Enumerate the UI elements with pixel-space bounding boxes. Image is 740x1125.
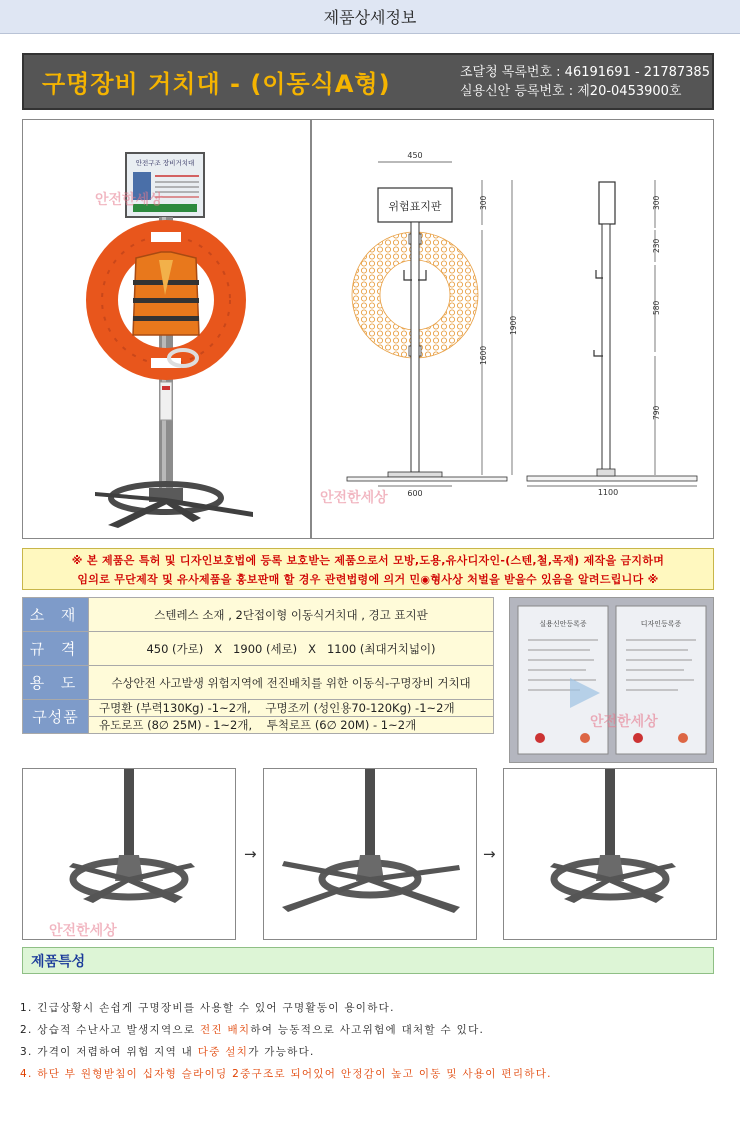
warning-line-1: ※ 본 제품은 특허 및 디자인보호법에 등록 보호받는 제품으로서 모방,도용,유사디자인-(스텐,철,목재) 제작을 금지하며 <box>71 554 665 567</box>
dim-side-low: 790 <box>652 405 661 420</box>
base-unfolded-illustration <box>504 769 716 939</box>
base-unfolding-illustration <box>264 769 476 939</box>
lifebuoy-stand-illustration <box>23 120 310 538</box>
catalog-number: 조달청 목록번호 : 46191691 - 21787385 <box>460 64 710 80</box>
spec-table <box>22 597 494 734</box>
feature-item-2-start: 2. 상습적 수난사고 발생지역으로 <box>20 1024 200 1036</box>
spec-label-use: 용 도 <box>23 666 89 699</box>
base-folded-illustration <box>23 769 235 939</box>
product-name: 구명장비 거치대 - (이동식A형) <box>42 70 391 98</box>
sequence-arrow-2: → <box>483 845 496 863</box>
dim-side-mid: 580 <box>652 300 661 315</box>
base-watermark: 안전한세상 <box>49 923 117 939</box>
cert-1-title: 실용신안등록증 <box>539 620 587 628</box>
sign-title: 안전구조 장비거치대 <box>135 159 195 167</box>
spec-parts-list <box>89 700 493 733</box>
dim-base-side: 1100 <box>597 488 619 497</box>
feature-item-3-start: 3. 가격이 저렴하여 위험 지역 내 <box>20 1046 198 1058</box>
photo-watermark: 안전한세상 <box>95 192 163 208</box>
dim-side-sign: 300 <box>652 195 661 210</box>
drawing-sign-text: 위험표지판 <box>388 200 442 213</box>
spec-value-size: 450 (가로) X 1900 (세로) X 1100 (최대거치넓이) <box>89 632 493 665</box>
feature-item-2 <box>20 1022 720 1044</box>
spec-parts-line-1: 구명환 (부력130Kg) -1~2개, 구명조끼 (성인용70-120Kg) -1~2개 <box>89 700 493 717</box>
warning-line-2: 임의로 무단제작 및 유사제품을 홍보판매 할 경우 관련법령에 의거 민◉형사상 처벌을 받을수 있음을 알려드립니다 ※ <box>77 573 659 586</box>
certificate-photo <box>509 597 714 763</box>
page-header-title: 제품상세정보 <box>323 8 417 27</box>
feature-item-4: 4. 하단 부 원형받침이 십자형 슬라이딩 2중구조로 되어있어 안정감이 높고 이동 및 사용이 편리하다. <box>20 1068 552 1080</box>
page-header <box>0 0 740 34</box>
feature-item-2-end: 하여 능동적으로 사고위험에 대처할 수 있다. <box>250 1024 485 1036</box>
spec-label-material: 소 재 <box>23 598 89 631</box>
dim-base-front: 600 <box>407 489 423 498</box>
base-unfolding-view <box>263 768 477 940</box>
sequence-arrow-1: → <box>244 845 257 863</box>
spec-label-parts: 구성품 <box>23 700 89 733</box>
spec-row-size <box>22 632 494 666</box>
spec-row-parts <box>22 700 494 734</box>
dim-sign: 300 <box>479 195 488 210</box>
dim-total: 1900 <box>509 315 518 335</box>
feature-item-1: 1. 긴급상황시 손쉽게 구명장비를 사용할 수 있어 구명활동이 용이하다. <box>20 1002 395 1014</box>
feature-item-3-end: 가 가능하다. <box>248 1046 315 1058</box>
dim-width: 450 <box>407 151 423 160</box>
spec-row-material <box>22 597 494 632</box>
feature-item-2-highlight: 전진 배치 <box>199 1024 251 1036</box>
spec-value-material: 스텐레스 소재 , 2단접이형 이동식거치대 , 경고 표지판 <box>89 598 493 631</box>
product-title-box <box>22 53 714 110</box>
base-unfolded-view <box>503 768 717 940</box>
spec-value-use: 수상안전 사고발생 위험지역에 전진배치를 위한 이동식-구명장비 거치대 <box>89 666 493 699</box>
dim-side-hook: 230 <box>652 238 661 253</box>
features-heading <box>22 947 714 974</box>
dimension-drawing <box>312 120 713 538</box>
features-heading-text: 제품특성 <box>31 953 86 970</box>
cert-2-title: 디자인등록증 <box>640 620 682 628</box>
product-registration-info <box>460 63 710 101</box>
cert-watermark: 안전한세상 <box>590 714 658 730</box>
dim-upper: 1600 <box>479 345 488 365</box>
technical-drawing <box>311 119 714 539</box>
product-photo <box>22 119 311 539</box>
copyright-warning <box>22 548 714 590</box>
drawing-watermark: 안전한세상 <box>320 490 388 506</box>
utility-number: 실용신안 등록번호 : 제20-0453900호 <box>460 83 682 99</box>
feature-item-3 <box>20 1044 720 1066</box>
certificates-illustration <box>510 598 713 762</box>
features-list <box>20 1000 720 1088</box>
feature-item-3-highlight: 다중 설치 <box>197 1046 249 1058</box>
spec-label-size: 규 격 <box>23 632 89 665</box>
spec-row-use <box>22 666 494 700</box>
base-folded-view <box>22 768 236 940</box>
spec-parts-line-2: 유도로프 (8∅ 25M) - 1~2개, 투척로프 (6∅ 20M) - 1~2개 <box>89 717 493 733</box>
